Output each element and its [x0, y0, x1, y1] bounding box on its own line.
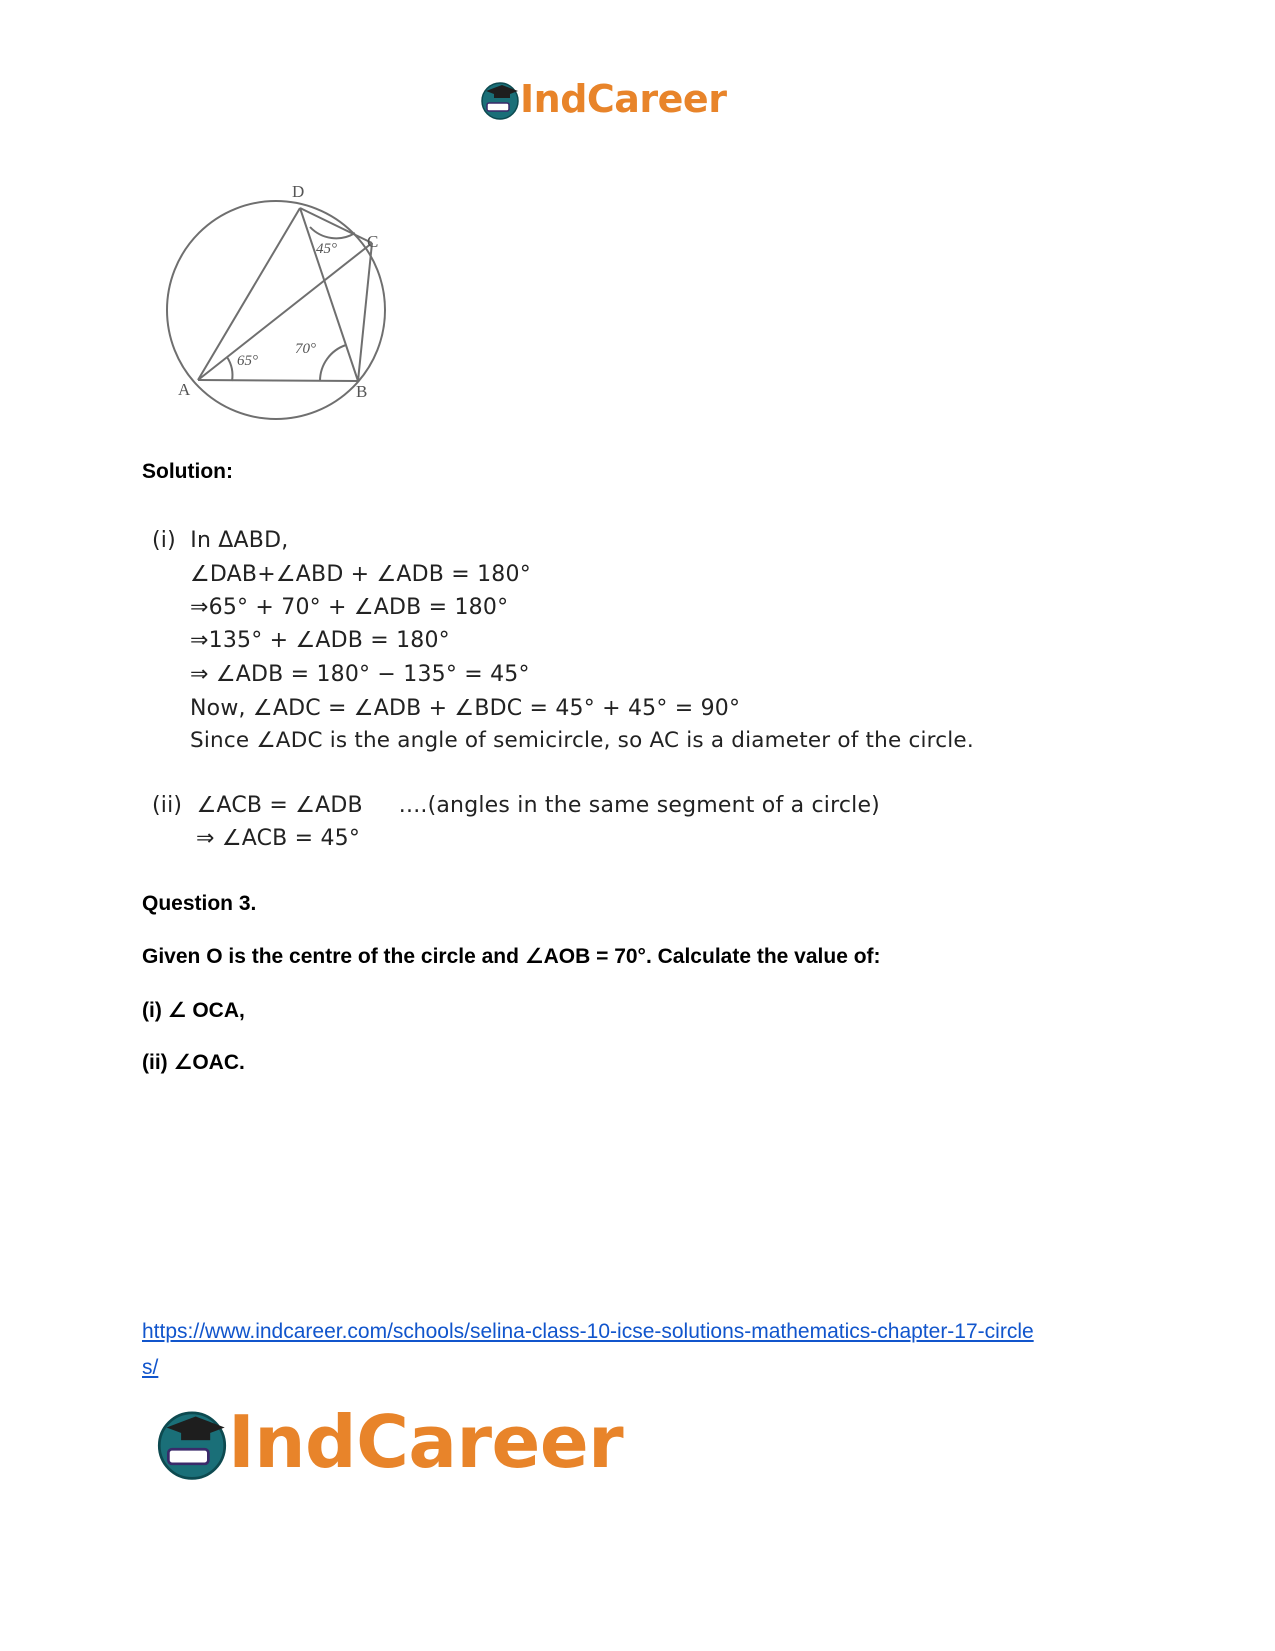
graduation-cap-book-globe-icon: [152, 1402, 232, 1482]
footer-logo-text: IndCareer: [228, 1400, 624, 1484]
source-link-line-2[interactable]: s/: [142, 1356, 159, 1379]
solution-part2-line-1: (ii) ∠ACB = ∠ADB ....(angles in the same segment of a circle): [152, 793, 880, 818]
solution-part1-line-6: Now, ∠ADC = ∠ADB + ∠BDC = 45° + 45° = 90°: [190, 696, 741, 721]
angle-label-a: 65°: [237, 353, 258, 369]
label-c: C: [367, 232, 379, 251]
solution-part1-line-2: ∠DAB+∠ABD + ∠ADB = 180°: [190, 562, 531, 587]
question-heading: Question 3.: [142, 892, 257, 915]
solution-part1-line-4: ⇒135° + ∠ADB = 180°: [190, 628, 450, 653]
circle-diagram: [160, 175, 400, 425]
source-link-line-1[interactable]: https://www.indcareer.com/schools/selina-class-10-icse-solutions-mathematics-chapter-17-circle: [142, 1320, 1034, 1343]
solution-part1-line-7: Since ∠ADC is the angle of semicircle, so AC is a diameter of the circle.: [190, 728, 974, 753]
footer-logo: [152, 1400, 623, 1484]
question-part-i: (i) ∠ OCA,: [142, 999, 245, 1022]
header-logo-text: IndCareer: [520, 77, 727, 121]
graduation-cap-book-globe-icon: [478, 77, 522, 121]
arc-angle-b: [320, 345, 346, 381]
label-d: D: [292, 182, 305, 201]
chord-ab: [198, 380, 358, 381]
solution-heading: Solution:: [142, 460, 233, 483]
question-part-ii: (ii) ∠OAC.: [142, 1051, 245, 1074]
label-a: A: [178, 380, 191, 399]
question-text: Given O is the centre of the circle and ∠AOB = 70°. Calculate the value of:: [142, 945, 881, 968]
solution-part2-line-2: ⇒ ∠ACB = 45°: [196, 826, 361, 851]
solution-part1-line-5: ⇒ ∠ADB = 180° − 135° = 45°: [190, 662, 530, 687]
header-logo: [478, 74, 726, 124]
angle-label-c: 45°: [316, 241, 337, 257]
label-b: B: [356, 382, 368, 401]
solution-part1-line-1: (i) In ΔABD,: [152, 528, 289, 553]
solution-part1-line-3: ⇒65° + 70° + ∠ADB = 180°: [190, 595, 509, 620]
source-link-block[interactable]: [142, 1314, 1132, 1386]
chord-ac: [198, 243, 372, 380]
chord-cb: [358, 243, 372, 381]
angle-label-b: 70°: [295, 341, 316, 357]
arc-angle-a: [227, 357, 232, 381]
